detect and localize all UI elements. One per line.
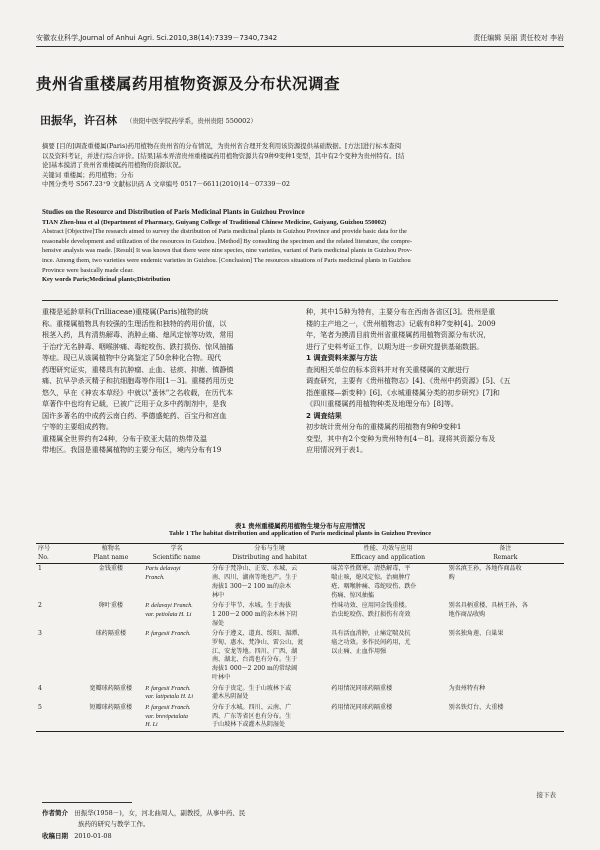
cell-distribution [210,601,329,629]
body-column-left [42,306,292,456]
cell-line: 叶林中 [211,673,231,681]
cell-line: Paris delavayi [145,566,181,573]
cell-efficacy [329,703,446,732]
cell-line: 别名独角莲、白巢果 [448,630,504,638]
cell-line: 癌之功效。多作民间药用，尤 [331,639,411,647]
cell-plant: 球药隔重楼 [95,630,127,638]
body-line: 调查研究，主要有《贵州植物志》[4]、《贵州中药资源》[5]、《五 [306,376,511,385]
cell-line: 治虫蛇咬伤、跌打损伤有奇效 [331,610,411,618]
abstract-line: 摘要 [目的]调查重楼属(Paris)药用植物在贵州省的分布情况，为贵州省合理开发利用该资源提供基础数据。[方法]进行标本查阅 [42,142,402,150]
header-cn: 备注 [499,545,512,552]
body-line: 重楼是延龄草科(Trilliaceae)重楼属(Paris)植物的统 [42,307,209,316]
table-caption-cn: 表1 贵州重楼属药用植物生境分布与应用情况 [234,522,366,530]
cell-line: P. fargesii Franch. [145,631,191,638]
header-cn: 性能、功效与应用 [363,545,413,552]
cell-line: Franch. [145,575,165,582]
author-footnote [42,808,245,817]
author-label: 作者简介 [42,809,68,817]
english-abstract-line: Abstract [Objective]The research aimed to survey the distribution of Paris medicinal plants in Guizhou Province and provide basic data for the [42,228,407,236]
table-row [36,684,564,703]
classification-line: 中图分类号 S567.23⁺9 文献标识码 A 文章编号 0517－6611(2010)14－07339－02 [42,180,290,189]
cell-line: var. brevipetalata [145,713,188,720]
table-caption-en: Table 1 The habitat distribution and application of Paris medicinal plants in Guizhou Province [168,530,432,537]
cell-no: 5 [36,703,78,732]
english-title: Studies on the Resource and Distribution of Paris Medicinal Plants in Guizhou Province [42,208,305,216]
table-continued-label: 接下表 [536,791,556,799]
header-distribution [210,544,329,564]
cell-line: 为贵州特有种 [448,684,486,692]
cell-line: 罗甸、惠水、梵净山、雷公山、瓮 [211,639,304,647]
header-en: Efficacy and application [350,553,426,561]
cell-plant: 短瓣球药隔重楼 [78,703,143,732]
english-abstract-block [42,208,558,285]
english-authors: TIAN Zhen-hua et al (Department of Pharmacy, Guiyang College of Traditional Chinese Medicine, Guiyang, Guizhou 550002) [42,218,387,226]
body-column-right [306,306,558,456]
cell-line: 海拔1 300～2 100 m的杂木 [211,582,292,590]
cell-line: 湿处 [211,619,225,627]
cell-line: 伤痛、惊风抽搐 [331,591,374,599]
header-cn: 分布与生境 [254,545,285,552]
body-line: 进行了史料考证工作，以期为进一步研究提供基础数据。 [306,341,484,351]
body-line: 等症。现已从该属植物中分离鉴定了50余种化合物。现代 [42,353,222,362]
cell-distribution [210,684,329,703]
table-row [36,601,564,629]
table-row [36,564,564,601]
cell-efficacy [329,684,446,703]
body-line: 查阅相关单位的标本资料并对有关重楼属的文献进行 [306,364,470,374]
cell-line: 药用情况同球药隔重楼 [331,684,393,692]
cell-remark [447,684,564,703]
cell-line: 海拔1 000～2 200 m的常绿阔 [211,665,298,673]
cell-line: 南、湖北、台湾也有分布。生于 [211,656,298,664]
english-abstract-line: Province were basically made clear. [42,266,134,274]
cell-line: P. fargesii Franch. [145,704,191,711]
body-line: 变型，其中有2个变种为贵州特有[4－8]。现将其资源分布及 [306,433,496,443]
chinese-abstract [42,142,558,190]
cell-line: 购 [448,574,455,582]
header-rule [36,46,564,47]
body-line: 称。重楼属植物具有较强的生理活性和独特的药用价值，以 [42,318,227,328]
cell-plant: 金钱重楼 [98,565,124,573]
header-scientific-name [143,544,210,564]
header-en: No. [38,553,49,561]
cell-no: 3 [38,630,42,638]
body-line: 根茎入药，具有清热解毒、消肿止痛、熄风定惊等功效，常用 [42,330,234,339]
header-en: Plant name [93,553,129,561]
header-en: Remark [493,553,518,561]
english-keywords: Key words Paris;Medicinal plants;Distribution [42,276,171,284]
journal-citation: 安徽农业科学,Journal of Anhui Agri. Sci.2010,38(14):7339－7340,7342 [36,34,278,42]
header-no [36,544,78,564]
section-heading: 2 调查结果 [306,410,342,420]
cell-line: P. delavayi Franch. [145,603,193,610]
cell-line: 1 200～2 000 m的杂木林下阴 [211,610,298,618]
cell-line: 南、四川、湖南等地也产。生于 [211,574,298,582]
cell-scientific [143,629,210,683]
cell-distribution [210,629,329,683]
body-line: 国许多著名的中成药云南白药、季德盛蛇药、百宝丹和宫血 [42,410,227,420]
cell-distribution [210,703,329,732]
habitat-table [36,543,564,732]
cell-scientific [143,684,210,703]
cell-line: 分布于水城。四川、云南、广 [211,703,292,711]
cell-line: 分布于毕节、水城。生于海拔 [211,602,292,610]
cell-line: 于山坡林下或灌木丛阴湿处 [211,721,286,729]
header-en: Scientific name [152,553,201,561]
cell-scientific [143,564,210,601]
received-footnote [42,831,112,840]
cell-line: 林中 [211,591,225,599]
cell-efficacy [329,629,446,683]
abstract-rule [42,300,558,301]
received-label: 收稿日期 [42,832,68,840]
cell-line: 别名滇王孙，各地作商品收 [448,565,522,573]
cell-remark [447,629,564,683]
cell-efficacy [329,564,446,601]
cell-line: 灌木丛阴湿处 [211,693,249,701]
cell-line: 以止痛、止血作用强 [331,647,387,655]
cell-scientific [143,703,210,732]
english-abstract-line: reasonable development and utilization of the resources in Guizhou. [Method] By consulting the specimen and the related literature, the compre- [42,237,413,245]
cell-distribution [210,564,329,601]
author-affiliation: （贵阳中医学院药学系，贵州贵阳 550002） [126,117,257,125]
cell-line: 性味功效、应用同金钱重楼。 [331,602,411,610]
author-names: 田振华，许召林 [40,114,117,127]
running-header [36,33,564,45]
body-line: 应用情况列于表1。 [306,445,368,454]
cell-line: 别名铁灯台、大重楼 [448,703,504,711]
cell-line: H. Li [145,722,158,729]
body-line: 楼的主产地之一，《贵州植物志》记载有8种7变种[4]。2009 [306,318,496,328]
header-en: Distributing and habitat [232,553,307,561]
cell-no: 4 [38,684,42,692]
cell-line: var. latipetala H. Li [145,694,194,701]
cell-line: 地作商品收购 [448,610,486,618]
body-line: 初步统计贵州分布的重楼属药用植物有9种9变种1 [306,422,462,431]
cell-line: 疮、咽喉肿痛、毒蛇咬伤、跌仆 [331,582,417,590]
body-line: 指莲重楼—新变种》[6]、《水城重楼属分类的初步研究》[7]和 [306,387,500,397]
cell-line: 江、安龙等地。四川、广西、湖 [211,647,298,655]
cell-line: 具有活血消肿，止痛定喘及抗 [331,630,411,638]
table-row [36,703,564,732]
cell-line: 分布于遵义、道真、绥阳、湄潭、 [211,630,304,638]
cell-remark [447,564,564,601]
cell-line: 味苦辛性微寒。清热解毒，平 [331,565,411,573]
header-cn: 序号 [38,545,51,552]
cell-no: 2 [38,602,42,610]
cell-line: 西、广东等省区也有分布。生 [211,712,292,720]
abstract-line: 以及资料考证，并进行综合评价。[结果]基本弄清贵州重楼属药用植物资源共有9种9变种1变型，其中有2个变种为贵州特有。[结 [42,151,405,160]
body-line: 悠久，早在《神农本草经》中就以"蚤休"之名收载，在历代本 [42,387,233,397]
cell-line: var. petiolata H. Li [145,611,192,618]
received-date: 2010-01-08 [74,832,112,840]
cell-line: 分布于贵定。生于山坡林下或 [211,684,292,692]
english-abstract-line: hensive analysis was made. [Result] It was known that there were nine species, nine varieties, variant of Paris medicinal plants in Guizhou Prov- [42,247,413,255]
cell-line: 药用情况同球药隔重楼 [331,703,393,711]
paper-title: 贵州省重楼属药用植物资源及分布状况调查 [36,75,341,93]
body-line: 药理研究证实，重楼具有抗肿瘤、止血、祛痰、抑菌、镇静镇 [42,364,234,374]
table-header-row [36,544,564,564]
english-abstract-line: ince. Among them, two varieties were endemic varieties in Guizhou. [Conclusion] The resources situations of Paris medicinal plants in Guizhou [42,256,411,264]
body-line: 痛、抗早孕杀灭精子和抗细胞毒等作用[1－3]。重楼药用历史 [42,376,234,385]
body-line: 重楼属全世界约有24种，分布于欧亚大陆的热带及温 [42,433,208,443]
cell-line: 分布于梵净山、正安、水城、云 [211,565,298,573]
table-row [36,629,564,683]
body-line: 种，其中15种为特有，主要分布在西南各省区[3]。贵州是重 [306,307,496,316]
header-efficacy [329,544,446,564]
editor-credits: 责任编辑 吴丽 责任校对 李岩 [473,34,564,42]
body-line: 于治疗无名肿毒、咽喉肿痛、毒蛇咬伤、跌打损伤、惊风抽搐 [42,341,234,351]
header-cn: 学名 [170,545,183,552]
author-bio-continued: 族药的研究与教学工作。 [78,820,150,828]
footnote-rule [42,802,132,803]
header-cn: 植物名 [101,545,120,552]
cell-efficacy [329,601,446,629]
cell-no: 1 [38,565,42,573]
cell-remark [447,601,564,629]
cell-line: 别名具柄重楼、具柄王孙，各 [448,602,528,610]
section-heading: 1 调查资料来源与方法 [306,353,378,362]
cell-line: P. fargesii Franch. [145,685,191,692]
header-plant-name [78,544,143,564]
cell-scientific [143,601,210,629]
cell-plant: 卵叶重楼 [98,602,124,610]
cell-line: 喘止咳，熄风定惊。治痈肿疔 [331,574,411,582]
cell-plant: 宽瓣球药隔重楼 [89,684,133,692]
body-line: 《四川重楼属药用植物种类及地理分布》[8]等。 [306,399,458,408]
header-remark [447,544,564,564]
body-line: 草著作中也均有记载，已被广泛用于众多中药制剂中，是我 [42,399,227,408]
body-line: 带地区。我国是重楼属植物的主要分布区，境内分布有19 [42,445,222,454]
author-bio: 田振华(1958－)，女，河北曲周人，副教授，从事中药、民 [74,809,246,817]
abstract-line: 论]基本摸清了贵州省重楼属药用植物的资源状况。 [42,161,186,170]
body-line: 年，笔者为摸清目前贵州省重楼属药用植物资源分布状况， [306,330,491,339]
body-line: 宁等的主要组成药物。 [42,422,113,431]
keywords-cn: 关键词 重楼属；药用植物；分布 [42,170,134,179]
cell-remark [447,703,564,732]
